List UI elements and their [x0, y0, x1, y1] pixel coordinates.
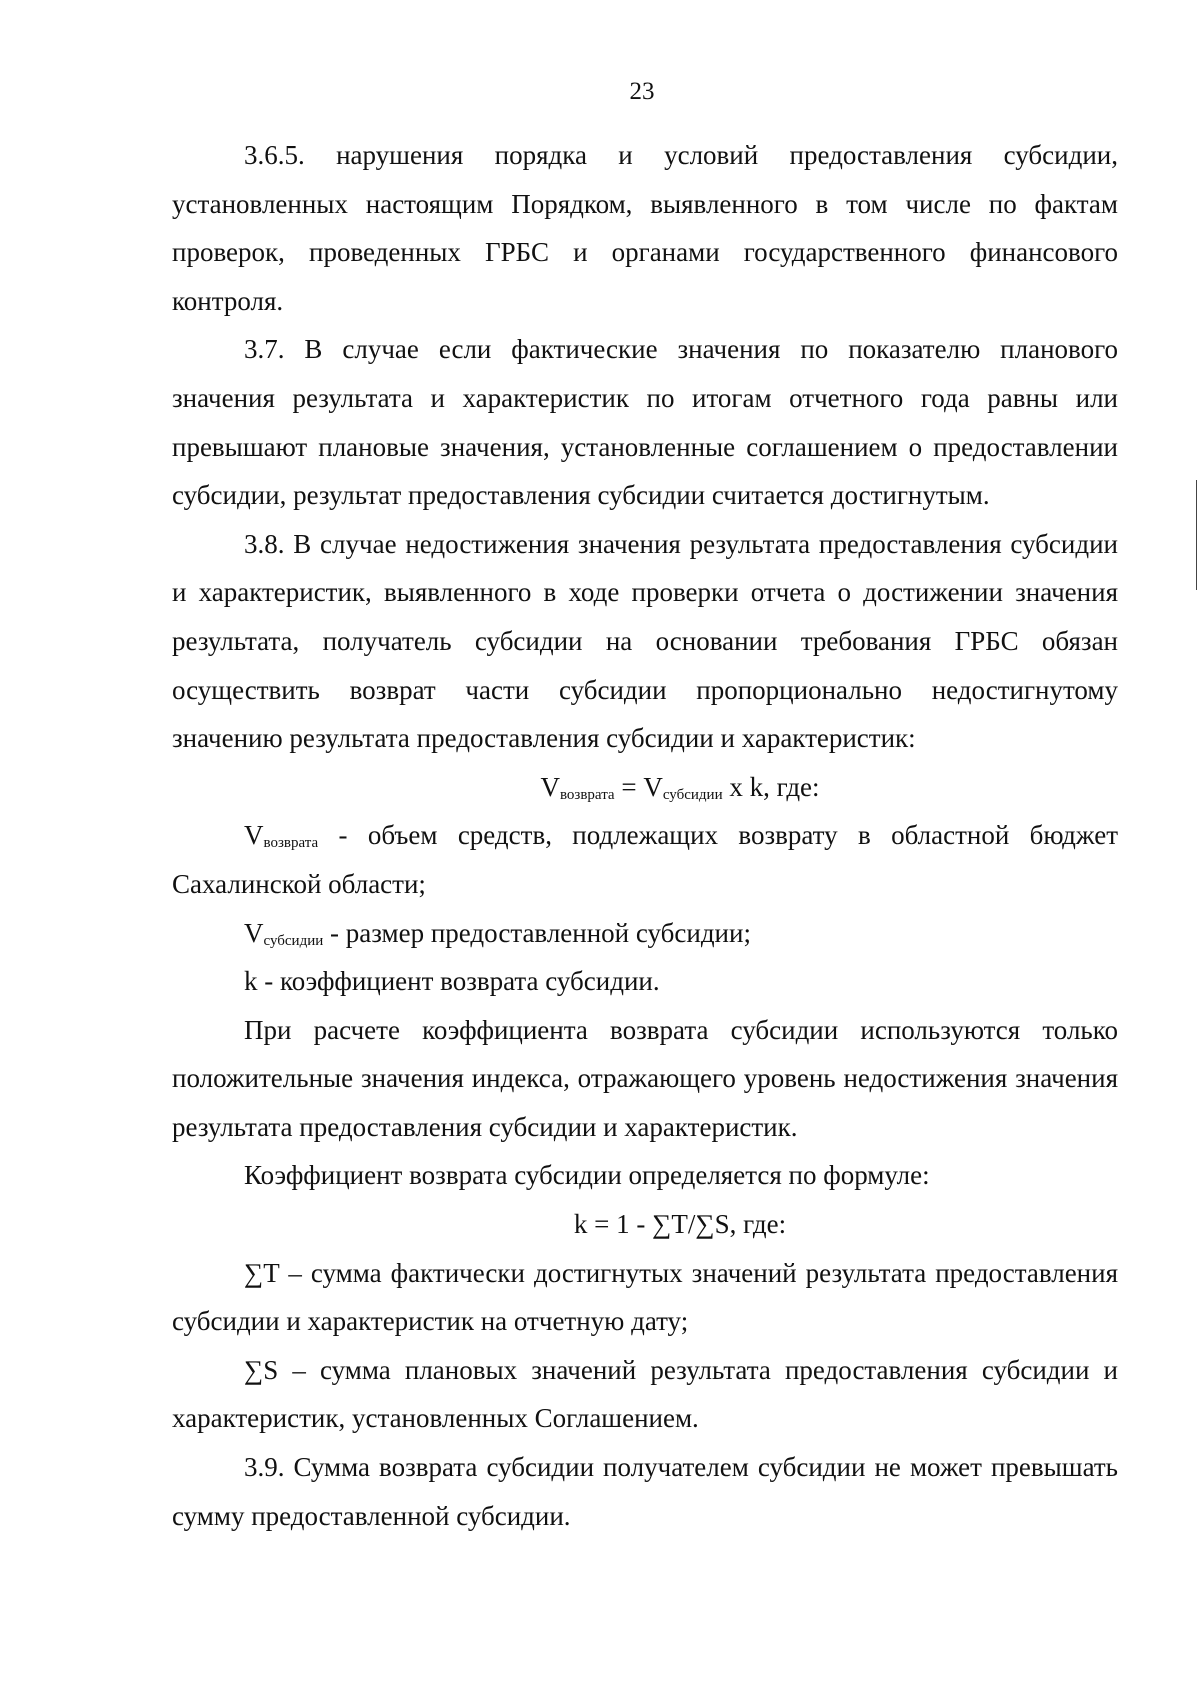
paragraph-3-8: 3.8. В случае недостижения значения результата предоставления субсидии и характеристик, выявленного в ходе проверки отчета о достижении значения результата, получатель субсидии на основании требования ГРБС обязан осуществить возврат части субсидии пропорционально недостигнутому значению результата предоставления субсидии и характеристик: [172, 528, 1118, 754]
def-v-subsidy-symbol: V [244, 917, 264, 948]
paragraph-3-9: 3.9. Сумма возврата субсидии получателем субсидии не может превышать сумму предоставленной субсидии. [172, 1452, 1118, 1531]
definition-sum-s: ∑S – сумма плановых значений результата предоставления субсидии и характеристик, установленных Соглашением. [172, 1354, 1118, 1434]
formula-sub-return: возврата [559, 786, 615, 803]
page-number: 23 [629, 78, 655, 105]
formula-rest: x k, где: [722, 771, 820, 802]
return-volume-formula [172, 763, 1118, 812]
coefficient-formula: k = 1 - ∑T/∑S, где: [573, 1209, 787, 1240]
def-v-return-text: - объем средств, подлежащих возврату в областной бюджет Сахалинской области; [172, 820, 1118, 899]
paragraph-3-7: 3.7. В случае если фактические значения по показателю планового значения результата и характеристик по итогам отчетного года равны или превышают плановые значения, установленные соглашением о предоставлении субсидии, результат предоставления субсидии считается достигнутым. [172, 334, 1118, 511]
formula-sub-subsidy: субсидии [662, 786, 723, 803]
definition-sum-t: ∑T – сумма фактически достигнутых значений результата предоставления субсидии и характеристик на отчетную дату; [172, 1257, 1118, 1337]
paragraph-coefficient-intro: Коэффициент возврата субсидии определяется по формуле: [244, 1160, 930, 1191]
def-v-subsidy-sub: субсидии [263, 932, 324, 949]
definition-k: k - коэффициент возврата субсидии. [244, 966, 660, 997]
formula-v-subsidy: V [643, 771, 663, 802]
definition-v-return [172, 811, 1118, 908]
formula-equals: = [614, 771, 644, 802]
document-body [172, 131, 1118, 1540]
formula-v-return: V [540, 771, 560, 802]
def-v-return-symbol: V [244, 820, 264, 851]
scan-edge-mark [1196, 480, 1197, 590]
paragraph-3-6-5: 3.6.5. нарушения порядка и условий предоставления субсидии, установленных настоящим Порядком, выявленного в том числе по фактам проверок, проведенных ГРБС и органами государственного финансового контроля. [172, 140, 1118, 316]
definition-v-subsidy [172, 909, 1118, 958]
paragraph-positive-values: При расчете коэффициента возврата субсидии используются только положительные значения индекса, отражающего уровень недостижения значения результата предоставления субсидии и характеристик. [172, 1014, 1118, 1142]
def-v-subsidy-text: - размер предоставленной субсидии; [323, 917, 751, 948]
def-v-return-sub: возврата [263, 835, 319, 852]
